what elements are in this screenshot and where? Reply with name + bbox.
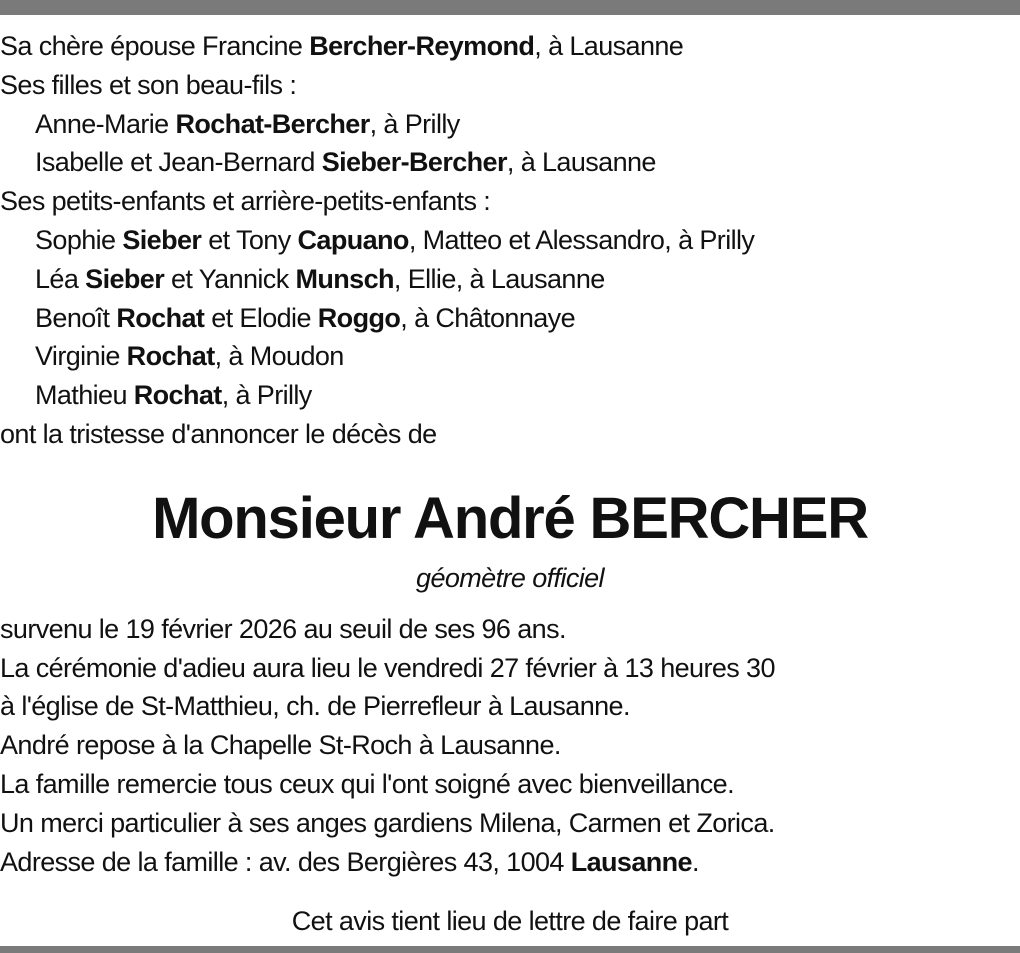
child-first-name: Anne-Marie [35,108,176,139]
detail-line: Un merci particulier à ses anges gardiens Milena, Carmen et Zorica. [0,807,775,838]
grandchild-name-part: Virginie [35,341,127,372]
child-line [0,105,1020,144]
grandchild-name-part: Léa [35,263,86,294]
grandchild-line [0,337,1020,376]
detail-line: La cérémonie d'adieu aura lieu le vendredi 27 février à 13 heures 30 [0,652,775,683]
child-surname: Sieber-Bercher [321,147,507,178]
grandchild-location: , Ellie, à Lausanne [393,263,605,294]
bottom-divider [0,946,1020,953]
children-heading: Ses filles et son beau-fils : [0,69,297,100]
grandchild-location: , Matteo et Alessandro, à Prilly [408,224,755,255]
address-prefix: Adresse de la famille : av. des Bergières 43, 1004 [0,846,571,877]
spouse-suffix: , à Lausanne [534,31,684,61]
child-line [0,143,1020,182]
partner-surname: Roggo [317,302,401,333]
grandchild-location: , à Moudon [214,341,344,372]
partner-surname: Capuano [297,224,409,255]
grandchildren-heading: Ses petits-enfants et arrière-petits-enfants : [0,186,491,217]
grandchild-name-part: Mathieu [35,380,134,411]
grandchild-line [0,260,1020,299]
grandchild-name-part: et Tony [201,224,298,255]
deceased-name: Monsieur André BERCHER [152,485,868,551]
grandchild-line [0,376,1020,415]
top-divider [0,0,1020,15]
family-address [0,843,1020,882]
detail-line: survenu le 19 février 2026 au seuil de ses 96 ans. [0,613,566,644]
address-city: Lausanne [570,846,692,877]
grandchild-name-part: et Yannick [164,263,296,294]
announcement-line: ont la tristesse d'annoncer le décès de [0,418,437,449]
footer-note: Cet avis tient lieu de lettre de faire part [291,906,729,937]
deceased-profession: géomètre officiel [416,562,604,593]
grandchild-name-part: Benoît [35,302,117,333]
address-suffix: . [691,846,699,877]
grandchild-name-part: et Elodie [204,302,318,333]
grandchild-surname: Sieber [85,263,165,294]
child-surname: Rochat-Bercher [175,108,370,139]
detail-line: André repose à la Chapelle St-Roch à Lausanne. [0,730,561,761]
grandchild-surname: Rochat [116,302,205,333]
grandchild-location: , à Prilly [221,380,312,411]
grandchild-name-part: Sophie [35,224,123,255]
grandchild-surname: Sieber [122,224,202,255]
grandchild-surname: Rochat [133,380,222,411]
grandchild-surname: Rochat [126,341,215,372]
grandchild-line [0,299,1020,338]
child-location: , à Prilly [369,108,460,139]
spouse-line [0,27,1020,66]
detail-line: La famille remercie tous ceux qui l'ont soigné avec bienveillance. [0,768,734,799]
child-location: , à Lausanne [506,147,656,178]
grandchild-line [0,221,1020,260]
detail-line: à l'église de St-Matthieu, ch. de Pierrefleur à Lausanne. [0,691,630,722]
grandchild-location: , à Châtonnaye [400,302,575,333]
spouse-prefix: Sa chère épouse Francine [0,31,310,61]
child-first-name: Isabelle et Jean-Bernard [35,147,322,178]
partner-surname: Munsch [295,263,394,294]
obituary-notice [0,27,1020,940]
spouse-name: Bercher-Reymond [309,31,535,61]
